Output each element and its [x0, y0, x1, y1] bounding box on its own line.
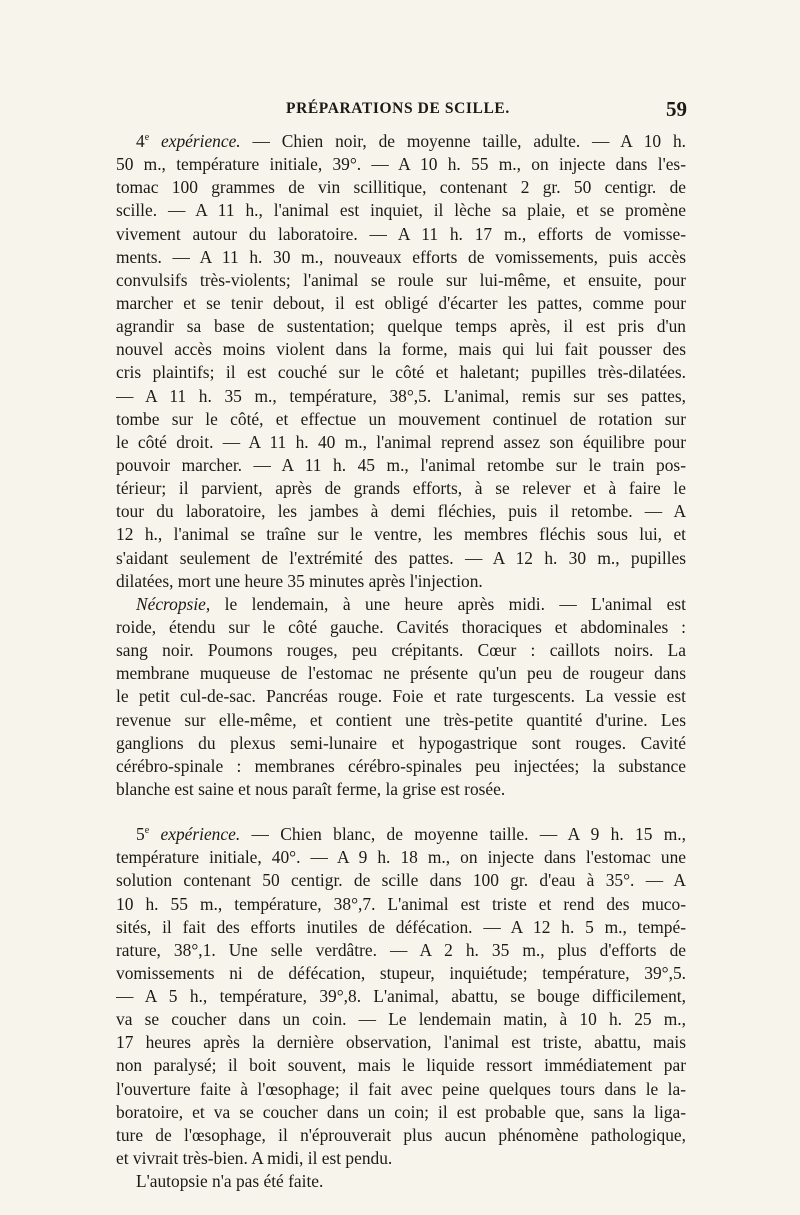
text-line: [116, 361, 686, 384]
line-text: vivement autour du laboratoire. — A 11 h. 17 m., efforts de vomisse-: [116, 223, 686, 244]
line-text: — A 11 h. 35 m., température, 38°,5. L'animal, remis sur ses pattes,: [116, 385, 686, 406]
paragraph-lead: Nécropsie: [136, 593, 206, 614]
experiment-number: 5e: [136, 824, 150, 845]
text-line: [116, 616, 686, 639]
text-line: [116, 662, 686, 685]
line-text: ganglions du plexus semi-lunaire et hypogastrique sont rouges. Cavité: [116, 732, 686, 753]
text-line: [116, 130, 686, 153]
page-header: [110, 97, 687, 130]
text-line: [116, 962, 686, 985]
line-text: tour du laboratoire, les jambes à demi fléchies, puis il retombe. — A: [116, 501, 686, 522]
line-text: convulsifs très-violents; l'animal se roule sur lui-même, et ensuite, pour: [116, 269, 686, 290]
line-text: scille. — A 11 h., l'animal est inquiet, il lèche sa plaie, et se promène: [116, 200, 686, 221]
text-line: [116, 1054, 686, 1077]
line-text: température initiale, 40°. — A 9 h. 18 m., on injecte dans l'estomac une: [116, 847, 686, 868]
text-line: [116, 916, 686, 939]
text-line: [116, 846, 686, 869]
line-text: boratoire, et va se coucher dans un coin; il est probable que, sans la liga-: [116, 1101, 686, 1122]
text-line: [116, 408, 686, 431]
line-text: revenue sur elle-même, et contient une très-petite quantité d'urine. Les: [116, 709, 686, 730]
text-line: [116, 893, 686, 916]
line-text: rature, 38°,1. Une selle verdâtre. — A 2 h. 35 m., plus d'efforts de: [116, 939, 686, 960]
line-text: solution contenant 50 centigr. de scille dans 100 gr. d'eau à 35°. — A: [116, 870, 686, 891]
line-text: et vivrait très-bien. A midi, il est pendu.: [116, 1148, 393, 1169]
line-text: l'ouverture faite à l'œsophage; il fait avec peine quelques tours dans le la-: [116, 1078, 686, 1099]
text-line: [116, 869, 686, 892]
text-line: [116, 1170, 686, 1193]
page-number: 59: [666, 97, 687, 121]
text-line: [116, 246, 686, 269]
text-line: [116, 732, 686, 755]
line-text: roide, étendu sur le côté gauche. Cavités thoraciques et abdominales :: [116, 616, 686, 637]
line-text: — Chien noir, de moyenne taille, adulte. — A 10 h.: [240, 131, 686, 151]
line-text: va se coucher dans un coin. — Le lendemain matin, à 10 h. 25 m.,: [116, 1009, 686, 1030]
line-text: membrane muqueuse de l'estomac ne présente qu'un peu de rougeur dans: [116, 663, 686, 684]
line-text: non paralysé; il boit souvent, mais le liquide ressort immédiatement par: [116, 1055, 686, 1076]
text-line: [116, 199, 686, 222]
text-line: [116, 939, 686, 962]
line-text: — Chien blanc, de moyenne taille. — A 9 h. 15 m.,: [240, 824, 686, 845]
ordinal-suffix: e: [144, 825, 150, 837]
line-text: sang noir. Poumons rouges, peu crépitants. Cœur : caillots noirs. La: [116, 640, 686, 661]
running-title: PRÉPARATIONS DE SCILLE.: [286, 100, 510, 117]
paragraph-lead: expérience.: [161, 131, 241, 151]
paragraph-autopsie: [116, 1170, 686, 1193]
paragraph-lead: expérience.: [160, 824, 241, 845]
text-line: [116, 1147, 686, 1170]
text-line: [116, 431, 686, 454]
text-line: [116, 985, 686, 1008]
text-line: [116, 523, 686, 546]
line-text: agrandir sa base de sustentation; quelque temps après, il est pris d'un: [116, 316, 686, 337]
text-line: [116, 547, 686, 570]
text-line: [116, 385, 686, 408]
line-text: vomissements ni de défécation, stupeur, inquiétude; température, 39°,5.: [116, 962, 686, 983]
line-text: ture de l'œsophage, il n'éprouverait plus aucun phénomène pathologique,: [116, 1124, 686, 1145]
text-line: [116, 639, 686, 662]
text-line: [116, 1101, 686, 1124]
line-text: , le lendemain, à une heure après midi. — L'animal est: [205, 593, 686, 614]
text-line: [116, 292, 686, 315]
text-line: [116, 778, 686, 801]
section-gap: [116, 801, 686, 823]
line-text: sités, il fait des efforts inutiles de défécation. — A 12 h. 5 m., tempé-: [116, 916, 686, 937]
line-text: blanche est saine et nous paraît ferme, la grise est rosée.: [116, 778, 506, 799]
body-text: [116, 130, 686, 1193]
line-text: le petit cul-de-sac. Pancréas rouge. Foie et rate turgescents. La vessie est: [116, 686, 686, 707]
line-text: 12 h., l'animal se traîne sur le ventre, les membres fléchis sous lui, et: [116, 524, 686, 545]
line-text: ments. — A 11 h. 30 m., nouveaux efforts de vomissements, puis accès: [116, 246, 686, 267]
line-text: le côté droit. — A 11 h. 40 m., l'animal reprend assez son équilibre pour: [116, 431, 686, 452]
line-text: 50 m., température initiale, 39°. — A 10 h. 55 m., on injecte dans l'es-: [116, 154, 686, 175]
line-text: dilatées, mort une heure 35 minutes après l'injection.: [116, 570, 483, 591]
text-line: [116, 1008, 686, 1031]
line-text: térieur; il parvient, après de grands efforts, à se relever et à faire le: [116, 478, 686, 499]
ordinal-suffix: e: [144, 132, 150, 144]
text-line: [116, 1031, 686, 1054]
experiment-number: 4e: [136, 131, 150, 151]
text-line: [116, 338, 686, 361]
text-line: [116, 477, 686, 500]
text-line: [116, 176, 686, 199]
text-line: [116, 153, 686, 176]
text-line: [116, 593, 686, 616]
text-line: [116, 823, 686, 846]
line-text: cérébro-spinale : membranes cérébro-spinales peu injectées; la substance: [116, 755, 686, 776]
line-text: marcher et se tenir debout, il est obligé d'écarter les pattes, comme pour: [116, 292, 686, 313]
text-line: [116, 1124, 686, 1147]
text-line: [116, 755, 686, 778]
line-text: tomac 100 grammes de vin scillitique, contenant 2 gr. 50 centigr. de: [116, 177, 686, 198]
line-text: 17 heures après la dernière observation, l'animal est triste, abattu, mais: [116, 1032, 686, 1053]
line-text: cris plaintifs; il est couché sur le côté et haletant; pupilles très-dilatées.: [116, 362, 686, 383]
paragraph-exp5: [116, 823, 686, 1170]
line-text: pouvoir marcher. — A 11 h. 45 m., l'animal retombe sur le train pos-: [116, 454, 686, 475]
line-text: 10 h. 55 m., température, 38°,7. L'animal est triste et rend des muco-: [116, 893, 686, 914]
text-line: [116, 570, 686, 593]
paragraph-necropsie: [116, 593, 686, 801]
line-text: tombe sur le côté, et effectue un mouvement continuel de rotation sur: [116, 408, 686, 429]
text-line: [116, 315, 686, 338]
paragraph-exp4: [116, 130, 686, 593]
text-line: [116, 685, 686, 708]
text-line: [116, 1078, 686, 1101]
text-line: [116, 709, 686, 732]
text-line: [116, 223, 686, 246]
line-text: s'aidant seulement de l'extrémité des pattes. — A 12 h. 30 m., pupilles: [116, 547, 686, 568]
text-line: [116, 500, 686, 523]
line-text: L'autopsie n'a pas été faite.: [136, 1171, 324, 1192]
line-text: — A 5 h., température, 39°,8. L'animal, abattu, se bouge difficilement,: [116, 986, 686, 1007]
text-line: [116, 269, 686, 292]
text-line: [116, 454, 686, 477]
line-text: nouvel accès moins violent dans la forme, mais qui lui fait pousser des: [116, 339, 686, 360]
